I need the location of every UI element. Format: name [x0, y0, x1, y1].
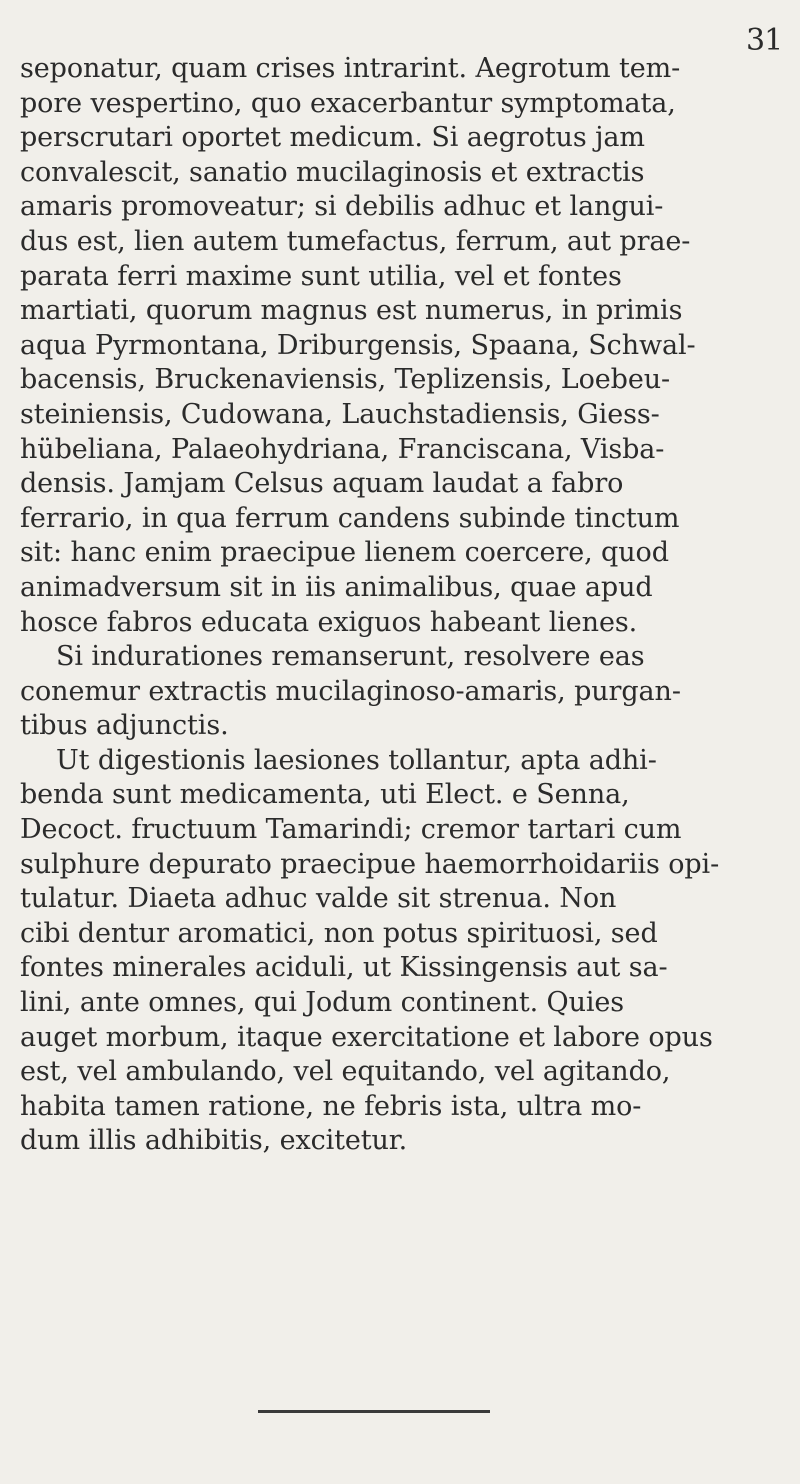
text-line: conemur extractis mucilaginoso-amaris, purgan- [20, 675, 681, 707]
text-line: lini, ante omnes, qui Jodum continent. Quies [20, 987, 625, 1019]
section-divider [258, 1410, 490, 1413]
text-line: aqua Pyrmontana, Driburgensis, Spaana, Schwal- [20, 329, 696, 361]
text-line: hosce fabros educata exiguos habeant lienes. [20, 606, 638, 638]
text-line: fontes minerales aciduli, ut Kissingensis aut sa- [20, 952, 668, 984]
text-line: amaris promoveatur; si debilis adhuc et langui- [20, 191, 664, 223]
text-line: convalescit, sanatio mucilaginosis et extractis [20, 156, 645, 188]
text-line: dum illis adhibitis, excitetur. [20, 1125, 408, 1157]
text-line: seponatur, quam crises intrarint. Aegrotum tem- [20, 53, 681, 84]
text-line: Ut digestionis laesiones tollantur, apta adhi- [56, 744, 657, 776]
text-line: sulphure depurato praecipue haemorrhoidariis opi- [20, 848, 720, 880]
text-line: hübeliana, Palaeohydriana, Franciscana, Visba- [20, 433, 665, 465]
text-line: parata ferri maxime sunt utilia, vel et fontes [20, 260, 622, 292]
text-line: benda sunt medicamenta, uti Elect. e Senna, [20, 779, 630, 811]
text-line: sit: hanc enim praecipue lienem coercere, quod [20, 537, 669, 569]
text-line: perscrutari oportet medicum. Si aegrotus jam [20, 122, 645, 154]
text-line: est, vel ambulando, vel equitando, vel agitando, [20, 1056, 671, 1088]
text-line: pore vespertino, quo exacerbantur symptomata, [20, 87, 676, 119]
text-line: dus est, lien autem tumefactus, ferrum, aut prae- [20, 225, 691, 257]
text-line: tulatur. Diaeta adhuc valde sit strenua. Non [20, 883, 617, 915]
text-line: martiati, quorum magnus est numerus, in primis [20, 295, 683, 327]
text-line: steiniensis, Cudowana, Lauchstadiensis, Giess- [20, 398, 660, 430]
text-line: bacensis, Bruckenaviensis, Teplizensis, Loebeu- [20, 364, 671, 396]
text-line: auget morbum, itaque exercitatione et labore opus [20, 1021, 713, 1053]
text-line: tibus adjunctis. [20, 710, 229, 742]
text-line: cibi dentur aromatici, non potus spirituosi, sed [20, 917, 658, 949]
text-line: densis. Jamjam Celsus aquam laudat a fabro [20, 468, 624, 500]
text-line: Decoct. fructuum Tamarindi; cremor tartari cum [20, 814, 682, 846]
text-line: ferrario, in qua ferrum candens subinde tinctum [20, 502, 680, 534]
text-line: habita tamen ratione, ne febris ista, ultra mo- [20, 1090, 642, 1122]
body-text [20, 52, 780, 1159]
page-number: 31 [746, 23, 783, 58]
text-line: Si indurationes remanserunt, resolvere eas [56, 641, 645, 673]
text-line: animadversum sit in iis animalibus, quae apud [20, 571, 653, 603]
